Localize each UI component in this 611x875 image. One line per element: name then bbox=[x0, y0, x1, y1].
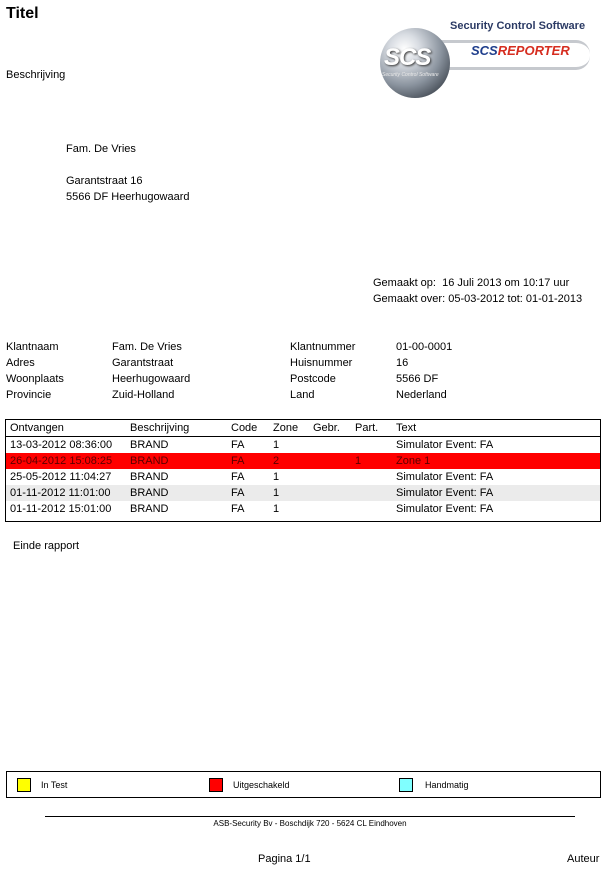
header-text: Text bbox=[396, 422, 417, 434]
created-on bbox=[373, 277, 569, 289]
cell-ontvangen: 25-05-2012 11:04:27 bbox=[10, 471, 112, 483]
value-klantnaam: Fam. De Vries bbox=[112, 341, 182, 353]
cell-zone: 1 bbox=[273, 487, 280, 499]
logo-product-name bbox=[471, 43, 570, 58]
created-label: Gemaakt op: bbox=[373, 277, 436, 289]
label-land: Land bbox=[290, 389, 315, 401]
scs-reporter-logo bbox=[378, 18, 606, 100]
report-title: Titel bbox=[6, 5, 39, 22]
end-of-report: Einde rapport bbox=[13, 540, 80, 552]
author: Auteur bbox=[567, 853, 600, 865]
cell-zone: 1 bbox=[273, 503, 280, 515]
cell-beschrijving: BRAND bbox=[130, 439, 169, 451]
legend-label-in-test: In Test bbox=[41, 780, 68, 790]
cell-zone: 2 bbox=[273, 455, 280, 467]
header-code: Code bbox=[231, 422, 258, 434]
value-provincie: Zuid-Holland bbox=[112, 389, 175, 401]
cell-code: FA bbox=[231, 487, 245, 499]
legend bbox=[6, 771, 601, 798]
table-row bbox=[6, 501, 600, 517]
cell-code: FA bbox=[231, 439, 245, 451]
cell-zone: 1 bbox=[273, 471, 280, 483]
cell-text: Simulator Event: FA bbox=[396, 487, 494, 499]
legend-label-uitgeschakeld: Uitgeschakeld bbox=[233, 780, 290, 790]
label-klantnummer: Klantnummer bbox=[290, 341, 356, 353]
value-land: Nederland bbox=[396, 389, 447, 401]
address-street: Garantstraat 16 bbox=[66, 175, 143, 187]
legend-swatch-uitgeschakeld bbox=[209, 778, 223, 792]
label-klantnaam: Klantnaam bbox=[6, 341, 59, 353]
cell-zone: 1 bbox=[273, 439, 280, 451]
period-label: Gemaakt over: bbox=[373, 293, 446, 305]
value-huisnummer: 16 bbox=[396, 357, 409, 369]
legend-label-handmatig: Handmatig bbox=[425, 780, 469, 790]
value-postcode: 5566 DF bbox=[396, 373, 439, 385]
cell-text: Zone 1 bbox=[396, 455, 431, 467]
table-row bbox=[6, 437, 600, 453]
table-header bbox=[6, 420, 600, 437]
cell-text: Simulator Event: FA bbox=[396, 503, 494, 515]
cell-beschrijving: BRAND bbox=[130, 487, 169, 499]
cell-beschrijving: BRAND bbox=[130, 455, 169, 467]
header-zone: Zone bbox=[273, 422, 299, 434]
cell-text: Simulator Event: FA bbox=[396, 471, 494, 483]
header-gebr: Gebr. bbox=[313, 422, 340, 434]
cell-code: FA bbox=[231, 503, 245, 515]
created-period bbox=[373, 293, 582, 305]
cell-beschrijving: BRAND bbox=[130, 471, 169, 483]
table-row bbox=[6, 485, 600, 501]
value-woonplaats: Heerhugowaard bbox=[112, 373, 191, 385]
address-name: Fam. De Vries bbox=[66, 143, 136, 155]
table-row bbox=[6, 453, 600, 469]
header-beschrijving: Beschrijving bbox=[130, 422, 190, 434]
header-ontvangen: Ontvangen bbox=[10, 422, 64, 434]
header-part: Part. bbox=[355, 422, 379, 434]
value-adres: Garantstraat bbox=[112, 357, 174, 369]
label-adres: Adres bbox=[6, 357, 35, 369]
logo-company-name: Security Control Software bbox=[450, 20, 586, 32]
address-city: 5566 DF Heerhugowaard bbox=[66, 191, 190, 203]
cell-text: Simulator Event: FA bbox=[396, 439, 494, 451]
label-postcode: Postcode bbox=[290, 373, 336, 385]
events-table bbox=[5, 419, 601, 522]
report-description: Beschrijving bbox=[6, 69, 66, 81]
period-value: 05-03-2012 tot: 01-01-2013 bbox=[448, 293, 583, 305]
cell-ontvangen: 26-04-2012 15:08:25 bbox=[10, 455, 113, 467]
value-klantnummer: 01-00-0001 bbox=[396, 341, 453, 353]
label-woonplaats: Woonplaats bbox=[6, 373, 64, 385]
created-value: 16 Juli 2013 om 10:17 uur bbox=[442, 277, 570, 289]
cell-ontvangen: 01-11-2012 11:01:00 bbox=[10, 487, 111, 499]
cell-part: 1 bbox=[355, 455, 362, 467]
page-number: Pagina 1/1 bbox=[258, 853, 311, 865]
logo-product-part2: REPORTER bbox=[497, 43, 570, 58]
cell-beschrijving: BRAND bbox=[130, 503, 169, 515]
cell-code: FA bbox=[231, 455, 245, 467]
footer-divider bbox=[45, 816, 575, 817]
label-huisnummer: Huisnummer bbox=[290, 357, 353, 369]
logo-product-part1: SCS bbox=[471, 43, 498, 58]
table-row bbox=[6, 469, 600, 485]
cell-ontvangen: 13-03-2012 08:36:00 bbox=[10, 439, 113, 451]
label-provincie: Provincie bbox=[6, 389, 52, 401]
cell-ontvangen: 01-11-2012 15:01:00 bbox=[10, 503, 112, 515]
cell-code: FA bbox=[231, 471, 245, 483]
logo-scs-text: SCS bbox=[384, 44, 431, 71]
footer-company: ASB-Security Bv - Boschdijk 720 - 5624 CL Eindhoven bbox=[213, 819, 407, 828]
legend-swatch-handmatig bbox=[399, 778, 413, 792]
legend-swatch-in-test bbox=[17, 778, 31, 792]
logo-tagline: Security Control Software bbox=[382, 72, 439, 78]
